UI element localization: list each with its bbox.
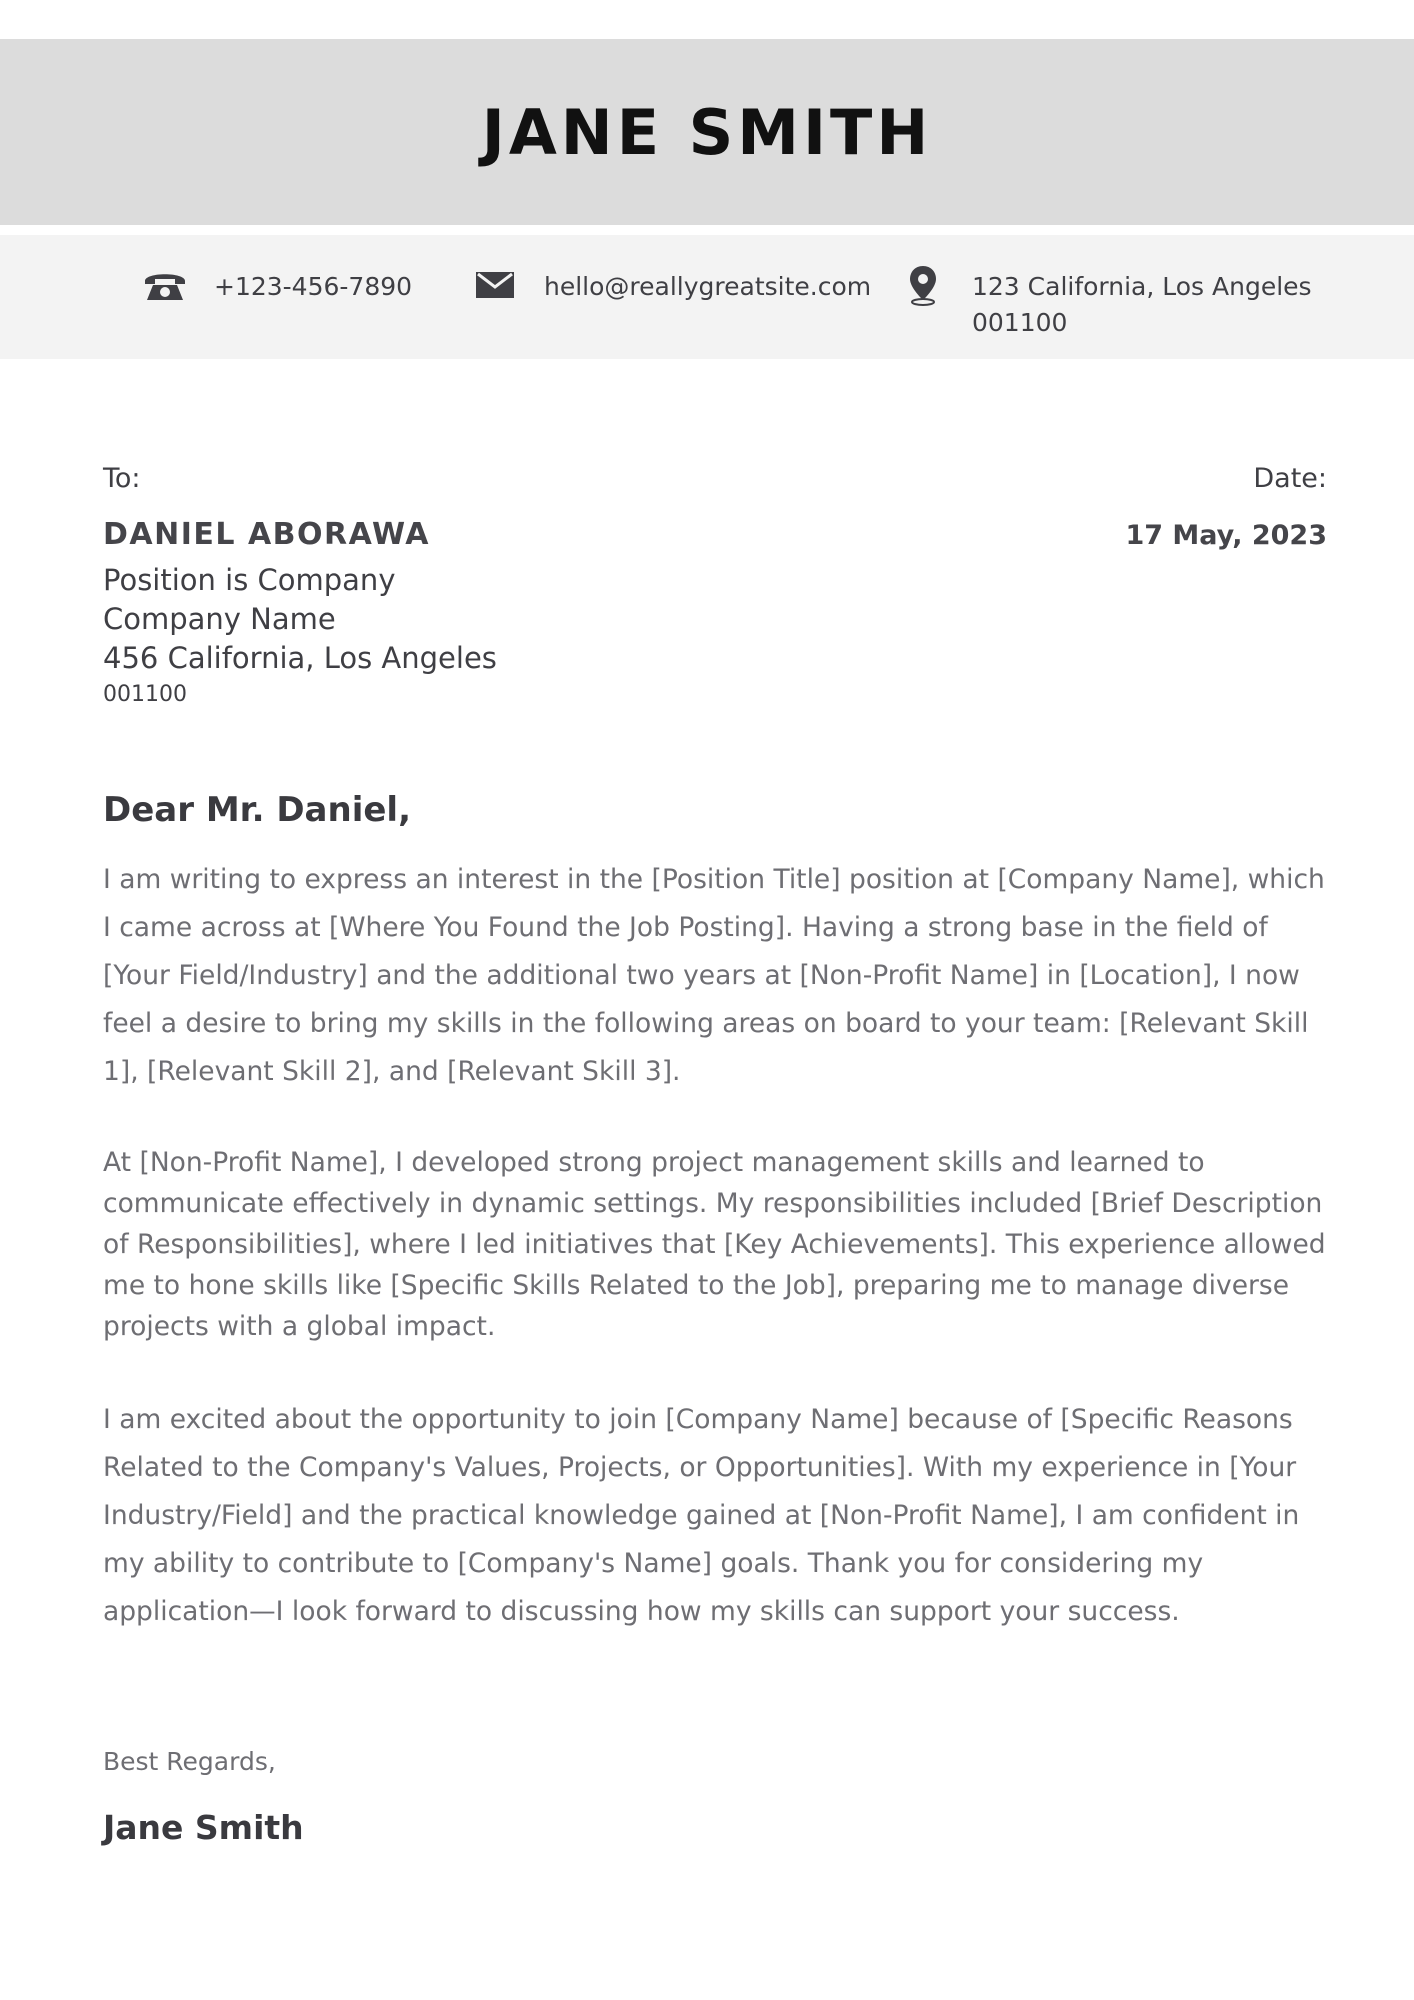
contact-email [470, 269, 871, 305]
recipient-name: DANIEL ABORAWA [103, 517, 430, 552]
phone-number: +123-456-7890 [214, 272, 413, 301]
contact-phone [140, 269, 412, 305]
recipient-details [103, 561, 497, 712]
date-label: Date: [1253, 463, 1327, 494]
body-paragraph: I am writing to express an interest in the [Position Title] position at [Company Name], which I came across at [Where You Found the Job Posting]. Having a strong base in the field of [Your Field/Industry] and the additional two years at [Non-Profit Name] in [Location], I now feel a desire to bring my skills in the following areas on board to your team: [Relevant Skill 1], [Relevant Skill 2], and [Relevant Skill 3]. [103, 864, 1325, 1087]
salutation: Dear Mr. Daniel, [103, 790, 411, 830]
contact-bar [0, 235, 1414, 359]
email-address: hello@reallygreatsite.com [544, 272, 872, 301]
recipient-company: Company Name [103, 602, 336, 636]
address-line-1: 123 California, Los Angeles [972, 272, 1312, 301]
closing: Best Regards, [103, 1747, 276, 1776]
telephone-icon [140, 265, 190, 305]
address-line-2: 001100 [972, 308, 1068, 337]
name-header-band [0, 39, 1414, 225]
envelope-icon [470, 265, 520, 305]
body-paragraph: At [Non-Profit Name], I developed strong project management skills and learned to communicate effectively in dynamic settings. My responsibilities included [Brief Description of Responsibilities], where I led initiatives that [Key Achievements]. This experience allowed me to hone skills like [Specific Skills Related to the Job], preparing me to manage diverse projects with a global impact. [103, 1147, 1326, 1342]
contact-address [898, 269, 1312, 341]
recipient-postal: 001100 [103, 682, 187, 707]
body-paragraph: I am excited about the opportunity to join [Company Name] because of [Specific Reasons Related to the Company's Values, Projects, or Opportunities]. With my experience in [Your Industry/Field] and the practical knowledge gained at [Non-Profit Name], I am confident in my ability to contribute to [Company's Name] goals. Thank you for considering my application—I look forward to discussing how my skills can support your success. [103, 1404, 1300, 1627]
address-block [972, 269, 1312, 341]
location-pin-icon [898, 265, 948, 305]
to-label: To: [103, 463, 141, 494]
signature: Jane Smith [103, 1808, 304, 1847]
letter-date: 17 May, 2023 [1125, 520, 1327, 551]
sender-name: JANE SMITH [481, 95, 933, 169]
recipient-position: Position is Company [103, 563, 396, 597]
recipient-address: 456 California, Los Angeles [103, 641, 497, 675]
